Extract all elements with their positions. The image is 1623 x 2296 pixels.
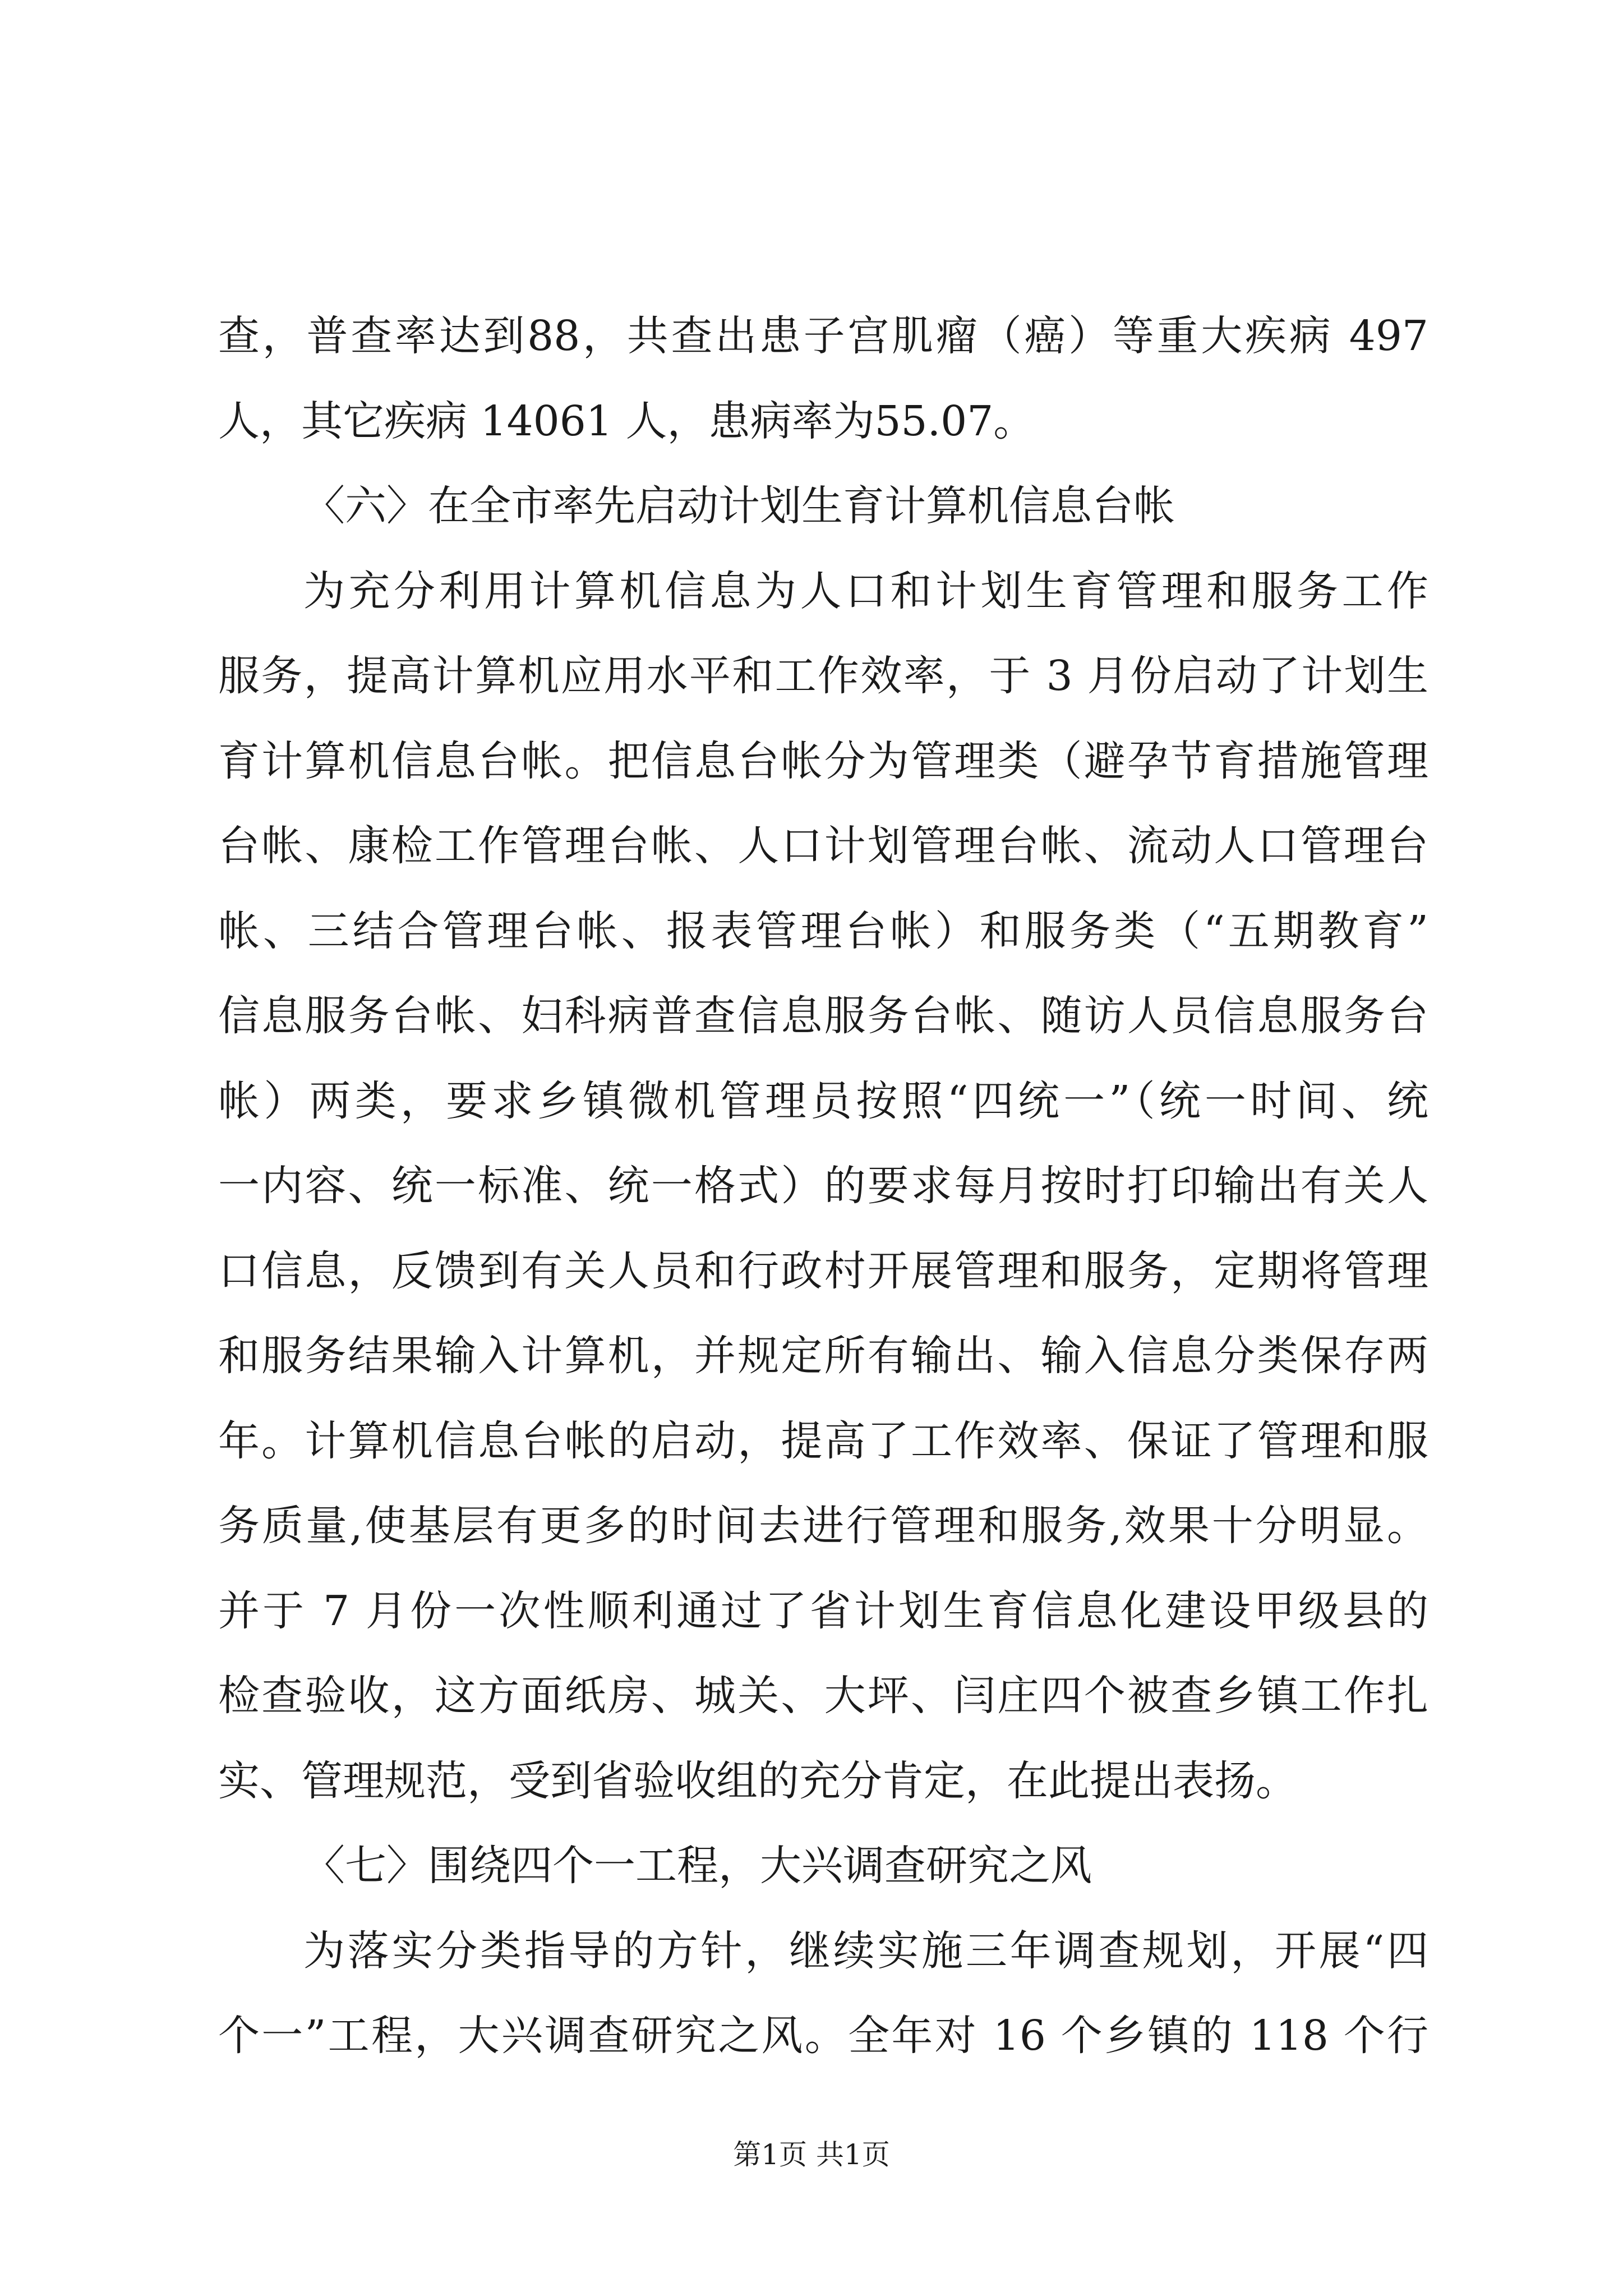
text-line: 年。计算机信息台帐的启动，提高了工作效率、保证了管理和服 [218,1416,1428,1465]
section-heading: 〈七〉围绕四个一工程，大兴调查研究之风 [303,1842,1092,1890]
document-body [218,294,1428,2079]
text-line: 一内容、统一标准、统一格式）的要求每月按时打印输出有关人 [218,1162,1428,1210]
text-line: 口信息，反馈到有关人员和行政村开展管理和服务，定期将管理 [218,1246,1428,1295]
text-line: 务质量,使基层有更多的时间去进行管理和服务,效果十分明显。 [218,1502,1428,1550]
text-line: 台帐、康检工作管理台帐、人口计划管理台帐、流动人口管理台 [218,822,1428,870]
page-number-label: 第1页 共1页 [733,2138,890,2171]
text-line: 人，其它疾病 14061 人，患病率为55.07。 [218,397,1035,445]
section-heading: 〈六〉在全市率先启动计划生育计算机信息台帐 [303,482,1175,530]
text-line: 为落实分类指导的方针，继续实施三年调查规划，开展“四 [303,1926,1428,1975]
text-line: 和服务结果输入计算机，并规定所有输出、输入信息分类保存两 [218,1332,1428,1380]
text-line: 并于 7 月份一次性顺利通过了省计划生育信息化建设甲级县的 [218,1586,1428,1635]
text-line: 实、管理规范，受到省验收组的充分肯定，在此提出表扬。 [218,1756,1297,1805]
text-line: 个一”工程，大兴调查研究之风。全年对 16 个乡镇的 118 个行 [218,2012,1428,2060]
page-footer [0,2136,1623,2173]
text-line: 为充分利用计算机信息为人口和计划生育管理和服务工作 [303,567,1428,615]
text-line: 帐、三结合管理台帐、报表管理台帐）和服务类（“五期教育” [218,907,1428,955]
text-line: 查，普查率达到88，共查出患子宫肌瘤（癌）等重大疾病 497 [218,312,1428,360]
text-line: 帐）两类，要求乡镇微机管理员按照“四统一”（统一时间、统 [218,1076,1428,1125]
text-line: 检查验收，这方面纸房、城关、大坪、闫庄四个被查乡镇工作扎 [218,1672,1428,1720]
text-line: 育计算机信息台帐。把信息台帐分为管理类（避孕节育措施管理 [218,737,1428,785]
text-line: 服务，提高计算机应用水平和工作效率，于 3 月份启动了计划生 [218,652,1428,700]
text-line: 信息服务台帐、妇科病普查信息服务台帐、随访人员信息服务台 [218,992,1428,1040]
